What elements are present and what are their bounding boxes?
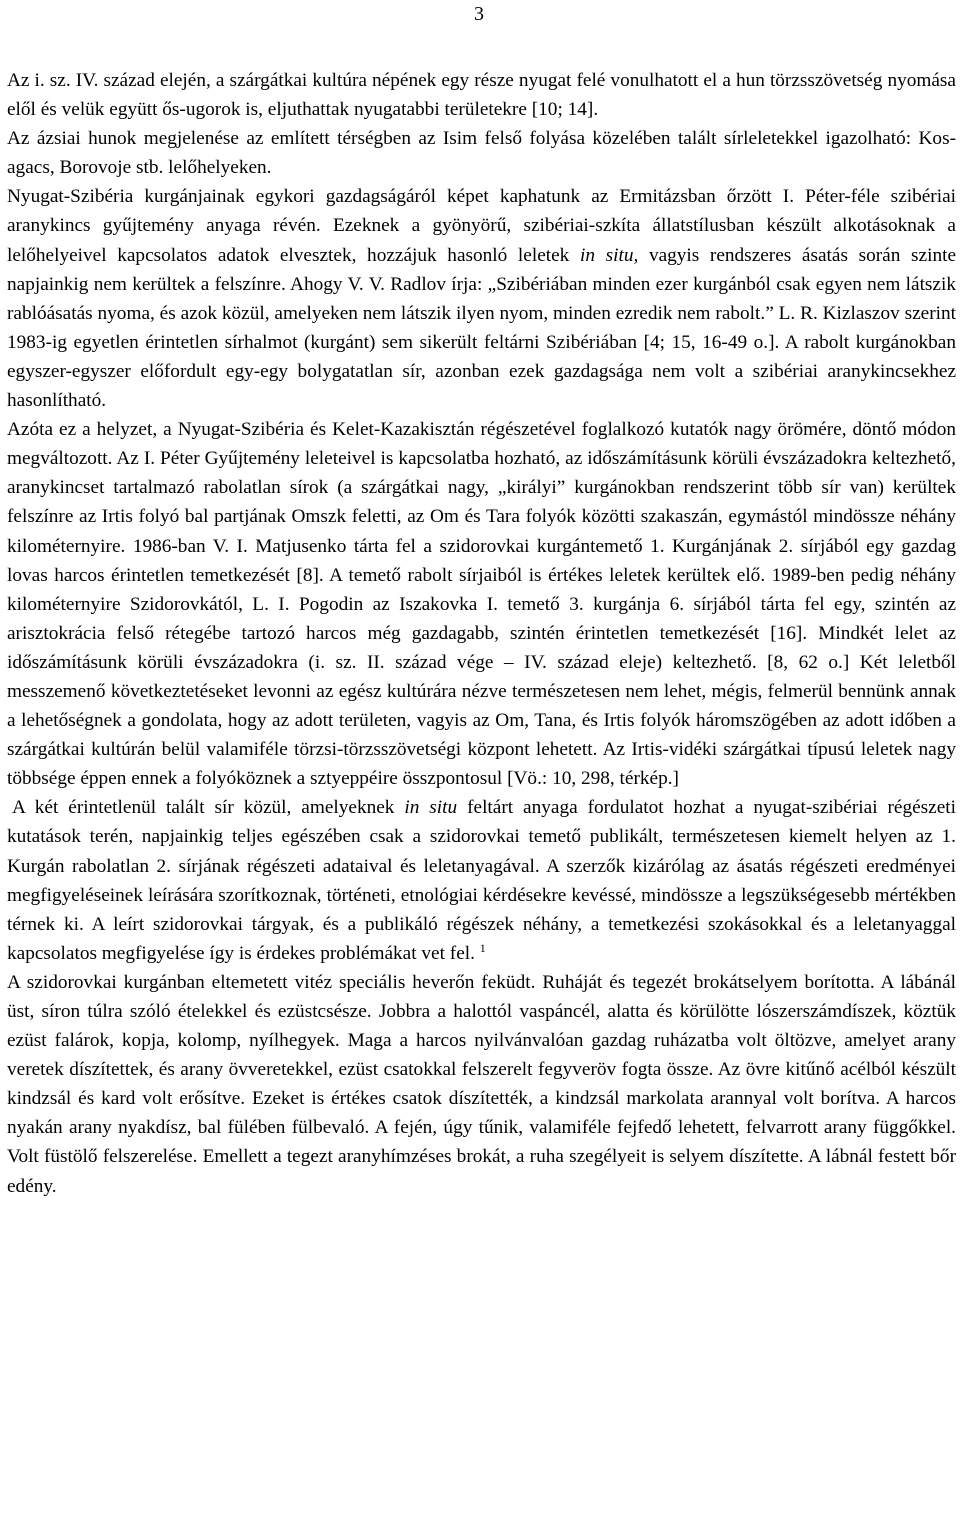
paragraph-4: Azóta ez a helyzet, a Nyugat-Szibéria és Kelet-Kazakisztán régészetével foglalkozó kutatók nagy örömére, döntő módon megváltozott. Az I. Péter Gyűjtemény leleteivel is kapcsolatba hozható, az időszámításunk körüli évszázadokra keltezhető, aranykincset tartalmazó rabolatlan sírok (a szárgátkai nagy, „királyi” kurgánokban rendszerint több sír van) kerültek felszínre az Irtis folyó bal partjának Omszk feletti, az Om és Tara folyók közötti szakaszán, egymástól mindössze néhány kilométernyire. 1986-ban V. I. Matjusenko tárta fel a szidorovkai kurgántemető 1. Kurgánjának 2. sírjából egy gazdag lovas harcos érintetlen temetkezését [8]. A temető rabolt sírjaiból is értékes leletek kerültek elő. 1989-ben pedig néhány kilométernyire Szidorovkától, L. I. Pogodin az Iszakovka I. temető 3. kurgánja 6. sírjából tárta fel egy, szintén az arisztokrácia felső rétegébe tartozó harcos még gazdagabb, szintén érintetlen temetkezését [16]. Mindkét lelet az időszámításunk körüli évszázadokra (i. sz. II. század vége – IV. század eleje) keltezhető. [8, 62 o.] Két leletből messzemenő következtetéseket levonni az egész kultúrára nézve természetesen nem lehet, mégis, felmerül bennünk annak a lehetőségnek a gondolata, hogy az adott területen, vagyis az Om, Tana, és Irtis folyók háromszögében az adott időben a szárgátkai kultúrán belül valamiféle törzsi-törzsszövetségi központ lehetett. Az Irtis-vidéki szárgátkai típusú leletek nagy többsége éppen ennek a folyóköznek a sztyeppéire összpontosul [Vö.: 10, 298, térkép.]	[7, 419, 956, 790]
paragraph-5-part-1: A két érintetlenül talált sír közül, amelyeknek	[12, 797, 405, 819]
paragraph-5	[7, 793, 956, 968]
paragraph-6: A szidorovkai kurgánban eltemetett vitéz speciális heverőn feküdt. Ruháját és tegezét brokátselyem borította. A lábánál üst, síron túlra szóló ételekkel és ezüstcsésze. Jobbra a halottól vaspáncél, alatta és körülötte lószerszámdíszek, köztük ezüst falárok, kopja, kolomp, nyílhegyek. Maga a harcos nyilvánvalóan gazdag ruházatba volt öltözve, amelyet arany veretek díszítettek, és arany övveretekkel, ezüst csatokkal felszerelt fegyveröv fogta össze. Az övre kitűnő acélból készült kindzsál és kard volt erősítve. Ezeket is értékes csatok díszítették, a kindzsál markolata arannyal volt borítva. A harcos nyakán arany nyakdísz, bal fülében fülbevaló. A fején, úgy tűnik, valamiféle fejfedő lehetett, felvarrott arany függőkkel. Volt füstölő felszerelése. Emellett a tegezt aranyhímzéses brokát, a ruha szegélyeit is selyem díszítette. A lábnál festett bőr edény.	[7, 971, 956, 1197]
page-number: 3	[474, 3, 484, 25]
footnote-reference: 1	[479, 940, 486, 955]
paragraph-5-part-2: feltárt anyaga fordulatot hozhat a nyugat-szibériai régészeti kutatások terén, napjainkig teljes egészében csak a szidorovkai temető publikált, természetesen kiemelt helyen az 1. Kurgán rabolatlan 2. sírjának régészeti adataival és leletanyagával. A szerzők kizárólag az ásatás régészeti eredményei megfigyeléseinek leírására szorítkoznak, történeti, etnológiai kérdésekre kevéssé, mindössze a legszükségesebb mértékben térnek ki. A leírt szidorovkai tárgyak, és a publikáló régészek néhány, a temetkezési szokásokkal és a leletanyaggal kapcsolatos megfigyelése így is érdekes problémákat vet fel.	[7, 797, 956, 964]
paragraph-3	[7, 182, 956, 415]
paragraph-1: Az i. sz. IV. század elején, a szárgátkai kultúra népének egy része nyugat felé vonulhatott el a hun törzsszövetség nyomása elől és velük együtt ős-ugorok is, eljuthattak nyugatabbi területekre [10; 14].	[7, 70, 956, 121]
document-body	[7, 66, 956, 1201]
paragraph-3-part-1: Nyugat-Szibéria kurgánjainak egykori gazdagságáról képet kaphatunk az Ermitázsban őrzött I. Péter-féle szibériai aranykincs gyűjtemény anyaga révén. Ezeknek a gyönyörű, szibériai-szkíta állatstílusban készült alkotásoknak a lelőhelyeivel kapcsolatos adatok elvesztek, hozzájuk hasonló leletek	[7, 186, 956, 266]
in-situ-emphasis: in situ	[404, 797, 458, 819]
paragraph-2: Az ázsiai hunok megjelenése az említett térségben az Isim felső folyása közelében talált sírleletekkel igazolható: Kos-agacs, Borovoje stb. lelőhelyeken.	[7, 128, 956, 179]
in-situ-emphasis: in situ,	[579, 244, 639, 266]
paragraph-3-part-2: vagyis rendszeres ásatás során szinte napjainkig nem kerültek a felszínre. Ahogy V. V. Radlov írja: „Szibériában minden ezer kurgánból csak egyen nem látszik rablóásatás nyoma, és azok közül, amelyeken nem látszik ilyen nyom, minden ezredik nem rabolt.” L. R. Kizlaszov szerint 1983-ig egyetlen érintetlen sírhalmot (kurgánt) sem sikerült feltárni Szibériában [4; 15, 16-49 o.]. A rabolt kurgánokban egyszer-egyszer előfordult egy-egy bolygatatlan sír, azonban ezek gazdagsága nem volt a szibériai aranykincsekhez hasonlítható.	[7, 244, 956, 412]
